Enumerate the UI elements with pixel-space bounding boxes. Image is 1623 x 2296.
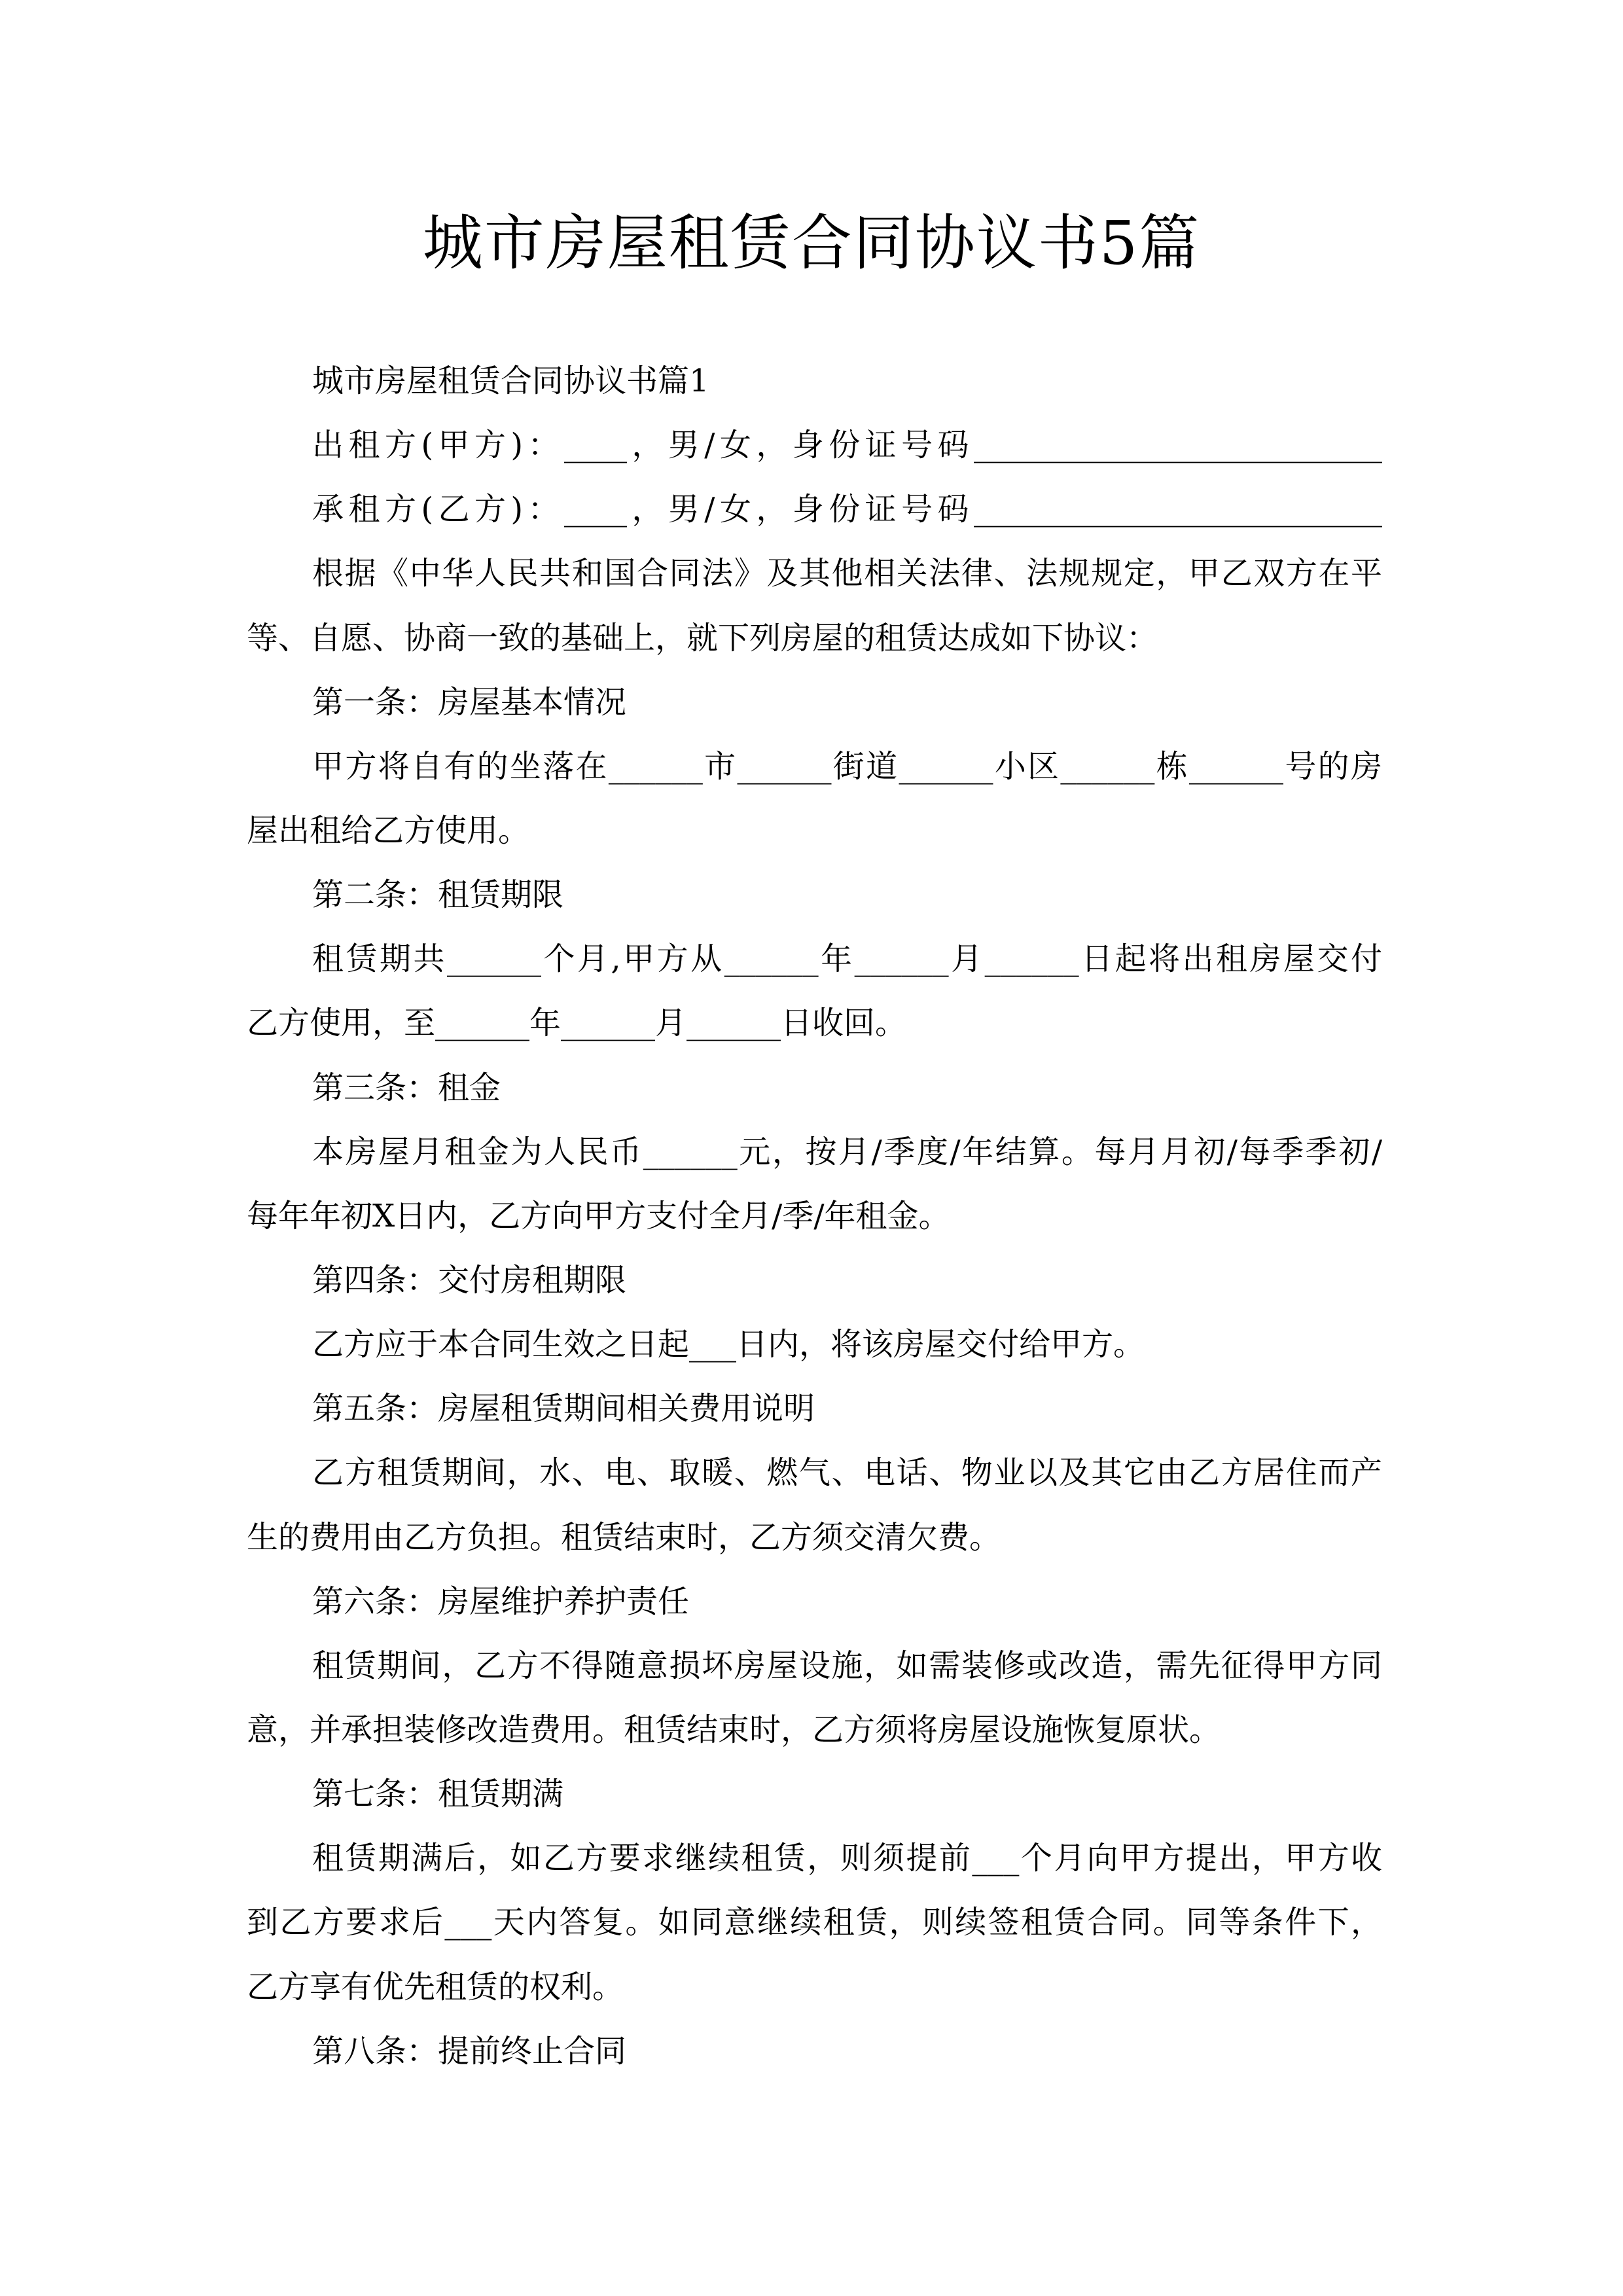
paragraph-line: 等、自愿、协商一致的基础上，就下列房屋的租赁达成如下协议： xyxy=(247,619,1158,656)
article-heading-line: 第三条：租金 xyxy=(312,1069,501,1106)
paragraph-line: 租赁期共______个月,甲方从______年______月______日起将出租房屋交付 xyxy=(312,941,1382,978)
paragraph-line: 乙方应于本合同生效之日起___日内，将该房屋交付给甲方。 xyxy=(312,1326,1145,1363)
document-title: 城市房屋租赁合同协议书5篇 xyxy=(422,208,1201,278)
paragraph-line: 乙方使用，至______年______月______日收回。 xyxy=(247,1005,907,1042)
paragraph-line: 本房屋月租金为人民币______元，按月/季度/年结算。每月月初/每季季初/ xyxy=(312,1133,1382,1170)
article-heading-line: 第六条：房屋维护养护责任 xyxy=(312,1583,690,1620)
section-heading-line: 城市房屋租赁合同协议书篇1 xyxy=(312,363,709,399)
party-line-line: 承租方(乙方)：____，男/女，身份证号码__________________________ xyxy=(312,491,1382,528)
article-heading-line: 第七条：租赁期满 xyxy=(312,1776,564,1813)
paragraph-line: 租赁期满后，如乙方要求继续租赁，则须提前___个月向甲方提出，甲方收 xyxy=(312,1840,1382,1877)
article-heading-line: 第四条：交付房租期限 xyxy=(312,1261,627,1299)
document-body xyxy=(247,349,1382,2083)
article-heading-line: 第二条：租赁期限 xyxy=(312,876,564,914)
article-heading-line: 第八条：提前终止合同 xyxy=(312,2032,627,2070)
paragraph-line: 乙方租赁期间，水、电、取暖、燃气、电话、物业以及其它由乙方居住而产 xyxy=(312,1454,1382,1492)
article-heading-line: 第一条：房屋基本情况 xyxy=(312,683,627,721)
paragraph-line: 意，并承担装修改造费用。租赁结束时，乙方须将房屋设施恢复原状。 xyxy=(247,1711,1221,1748)
paragraph-line: 生的费用由乙方负担。租赁结束时，乙方须交清欠费。 xyxy=(247,1518,1001,1556)
article-heading-line: 第五条：房屋租赁期间相关费用说明 xyxy=(312,1390,815,1427)
paragraph-line: 甲方将自有的坐落在______市______街道______小区______栋______号的房 xyxy=(312,747,1382,785)
paragraph-line: 屋出租给乙方使用。 xyxy=(247,812,530,849)
party-line-line: 出租方(甲方)：____，男/女，身份证号码__________________________ xyxy=(312,427,1382,464)
paragraph-line: 每年年初X日内，乙方向甲方支付全月/季/年租金。 xyxy=(247,1197,950,1234)
paragraph-line: 根据《中华人民共和国合同法》及其他相关法律、法规规定，甲乙双方在平 xyxy=(312,555,1382,592)
paragraph-line: 租赁期间，乙方不得随意损坏房屋设施，如需装修或改造，需先征得甲方同 xyxy=(312,1647,1382,1684)
paragraph-line: 到乙方要求后___天内答复。如同意继续租赁，则续签租赁合同。同等条件下， xyxy=(247,1904,1382,1941)
paragraph-line: 乙方享有优先租赁的权利。 xyxy=(247,1968,624,2005)
